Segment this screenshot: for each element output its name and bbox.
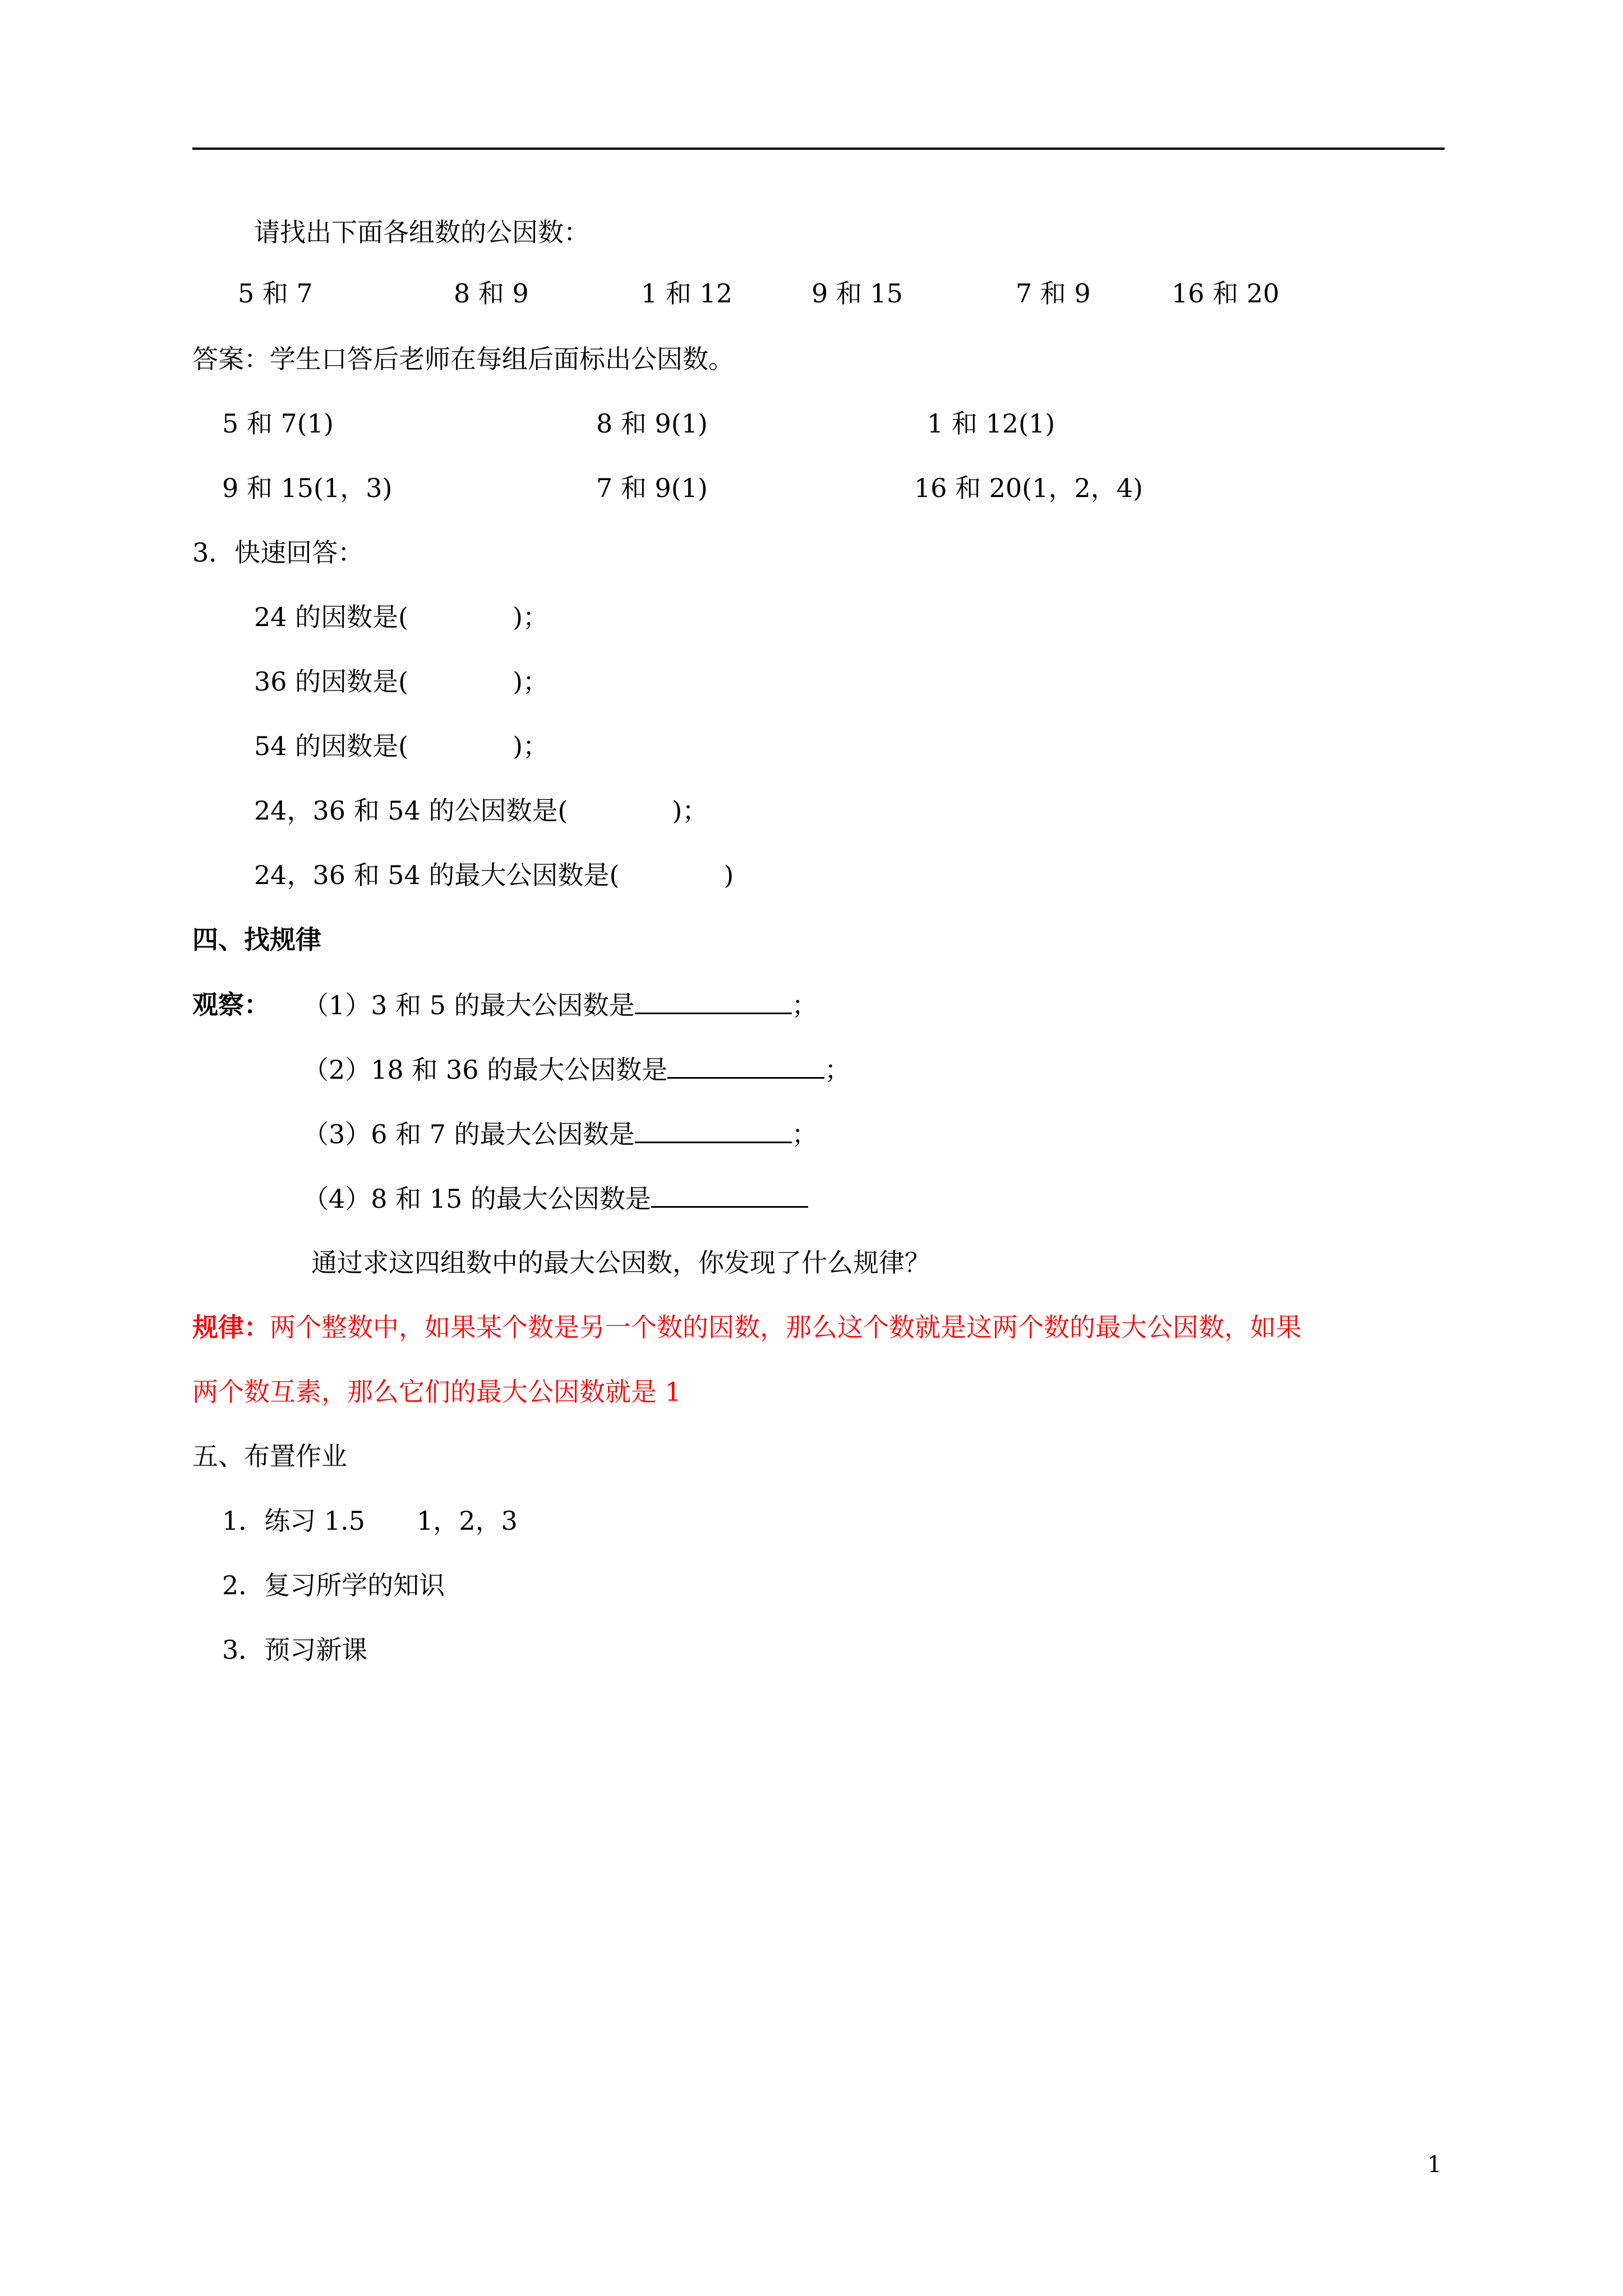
q3-item-3 [254, 729, 548, 763]
answer-4: 9 和 15(1，3) [222, 473, 393, 503]
answer-1: 5 和 7(1) [222, 408, 334, 439]
q3-item-5-suffix: ) [723, 860, 734, 890]
answer-5: 7 和 9(1) [596, 473, 708, 503]
answer-blank[interactable] [635, 1117, 792, 1143]
observe-item-4 [303, 1181, 808, 1216]
homework-item-1: 1．练习 1.5 1，2，3 [222, 1506, 518, 1536]
pair-3: 1 和 12 [641, 278, 733, 309]
q3-item-1-suffix: )； [513, 602, 549, 632]
header-rule [192, 148, 1445, 150]
observe-item-2-text: （2）18 和 36 的最大公因数是 [303, 1055, 668, 1085]
q3-item-4 [254, 794, 708, 827]
homework-item-3: 3．预习新课 [222, 1635, 368, 1665]
observe-item-1-text: （1）3 和 5 的最大公因数是 [303, 990, 635, 1020]
answer-blank[interactable] [667, 1052, 824, 1079]
pair-2: 8 和 9 [454, 278, 529, 309]
answer-blank[interactable] [651, 1181, 808, 1208]
rule-line-1 [192, 1310, 1302, 1344]
q3-item-2 [254, 665, 548, 698]
observe-item-2-end: ； [824, 1055, 851, 1085]
answer-2: 8 和 9(1) [596, 408, 708, 439]
q3-item-4-suffix: )； [672, 795, 708, 826]
observe-item-3-end: ； [791, 1119, 818, 1149]
observe-item-1-end: ； [791, 990, 818, 1020]
q3-item-2-suffix: )； [513, 666, 549, 697]
observe-label: 观察： [192, 990, 270, 1020]
section4-question: 通过求这四组数中的最大公因数，你发现了什么规律？ [311, 1248, 930, 1278]
rule-text-1: 两个整数中，如果某个数是另一个数的因数，那么这个数就是这两个数的最大公因数，如果 [270, 1312, 1302, 1342]
pair-4: 9 和 15 [811, 278, 903, 309]
page-number: 1 [1427, 2152, 1442, 2178]
q3-item-3-prefix: 54 的因数是( [254, 731, 409, 761]
rule-line-2: 两个数互素，那么它们的最大公因数就是 1 [192, 1377, 681, 1407]
homework-item-2: 2．复习所学的知识 [222, 1570, 445, 1600]
pair-5: 7 和 9 [1016, 278, 1091, 309]
section5-title: 五、布置作业 [192, 1441, 347, 1471]
observe-item-3 [303, 1117, 818, 1151]
pair-6: 16 和 20 [1172, 278, 1280, 309]
answer-3: 1 和 12(1) [927, 408, 1055, 439]
q3-title: 3．快速回答： [192, 537, 364, 568]
q3-item-1 [254, 600, 548, 634]
observe-item-4-text: （4）8 和 15 的最大公因数是 [303, 1184, 651, 1214]
answer-intro: 答案：学生口答后老师在每组后面标出公因数。 [192, 344, 734, 374]
observe-item-2 [303, 1052, 850, 1087]
observe-item-1 [303, 988, 818, 1022]
observe-item-3-text: （3）6 和 7 的最大公因数是 [303, 1119, 635, 1149]
answer-blank[interactable] [635, 988, 792, 1014]
rule-label: 规律： [192, 1312, 270, 1342]
intro-text: 请找出下面各组数的公因数： [254, 217, 589, 247]
q3-item-5 [254, 858, 734, 892]
q3-item-4-prefix: 24，36 和 54 的公因数是( [254, 795, 568, 826]
pair-1: 5 和 7 [238, 278, 313, 309]
answer-6: 16 和 20(1，2，4) [914, 473, 1144, 503]
q3-item-5-prefix: 24，36 和 54 的最大公因数是( [254, 860, 620, 890]
q3-item-3-suffix: )； [513, 731, 549, 761]
q3-item-2-prefix: 36 的因数是( [254, 666, 409, 697]
q3-item-1-prefix: 24 的因数是( [254, 602, 409, 632]
section4-title: 四、找规律 [192, 924, 321, 955]
